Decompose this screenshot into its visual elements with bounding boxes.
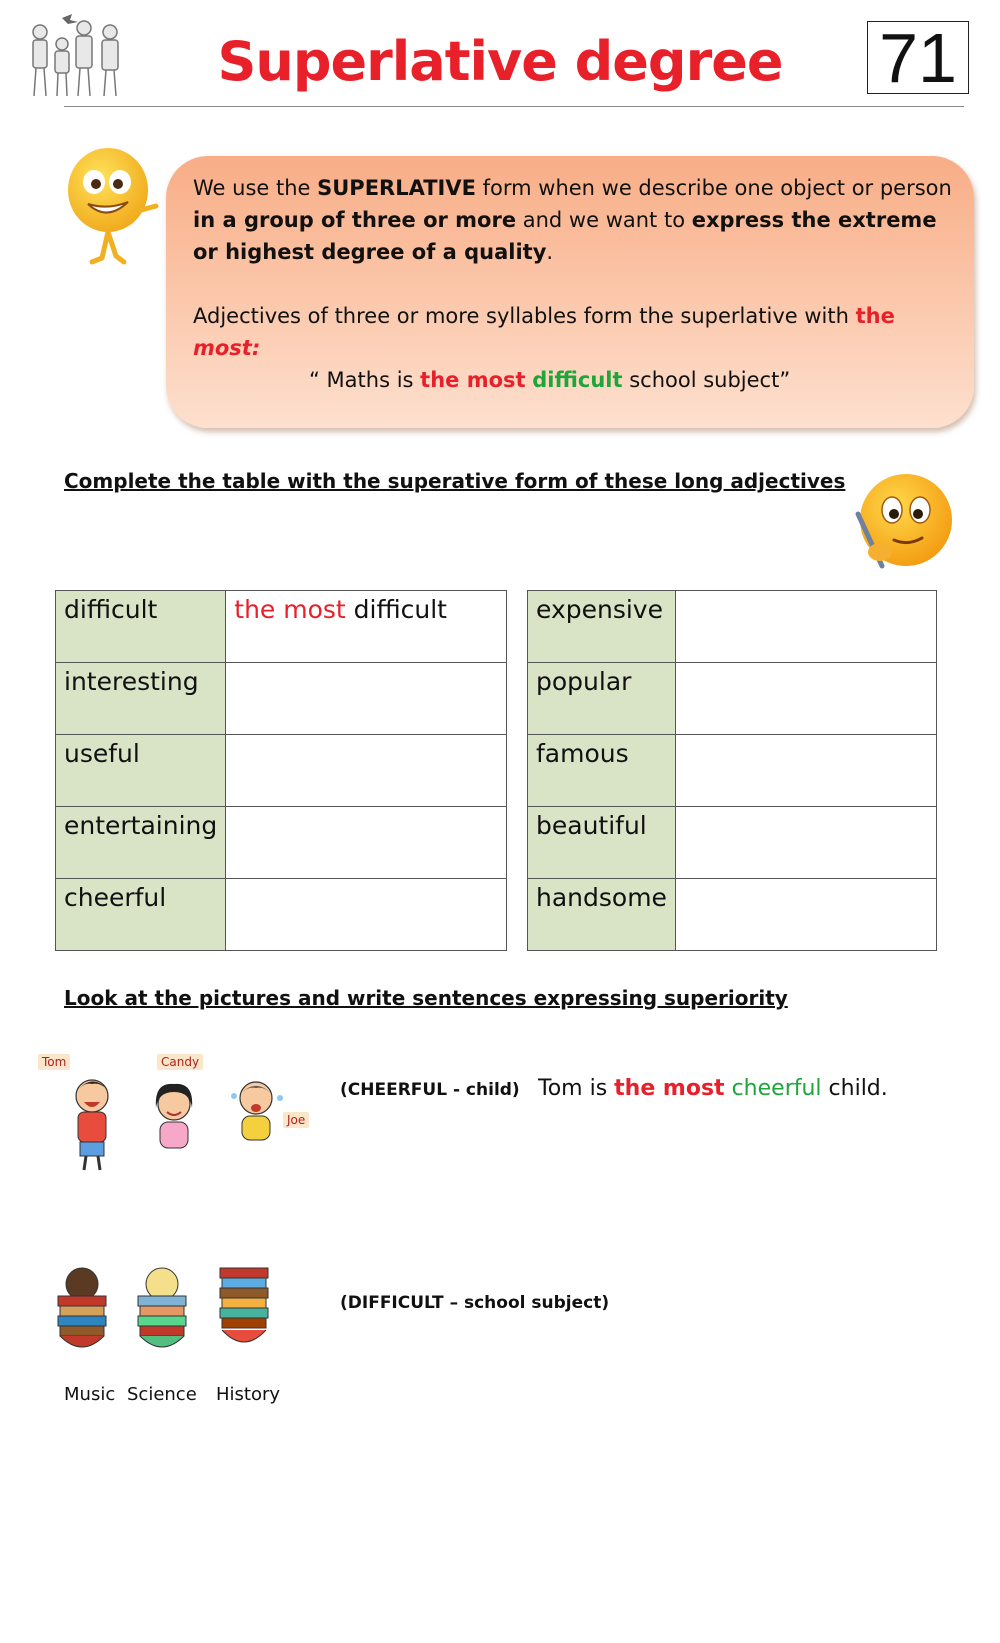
adjective-cell: difficult — [56, 591, 226, 663]
answer-cell[interactable] — [226, 735, 507, 807]
info-text-segment: . — [546, 240, 554, 264]
answer-adjective: cheerful — [731, 1076, 822, 1101]
table-row — [56, 807, 507, 879]
subject-label-music: Music — [64, 1384, 116, 1405]
answer-text: child. — [821, 1076, 888, 1101]
answer-the-most: the most — [234, 595, 346, 624]
adjective-cell: popular — [528, 663, 676, 735]
child-name-tag: Joe — [283, 1112, 309, 1128]
adjectives-table-left — [55, 590, 507, 951]
rule-the: the — [855, 304, 895, 328]
table-row — [528, 663, 937, 735]
adjective-cell: beautiful — [528, 807, 676, 879]
info-emphasis-group: in a group of three or more — [193, 208, 517, 232]
emoji-mascot-icon — [64, 146, 164, 276]
page-number: 71 — [867, 21, 969, 94]
table-row — [528, 735, 937, 807]
subject-label-science: Science — [127, 1384, 197, 1405]
task1-heading: Complete the table with the superative form of these long adjectives — [64, 469, 846, 493]
children-illustration — [34, 1056, 314, 1176]
page-title: Superlative degree — [217, 30, 783, 93]
answer-cell[interactable] — [676, 663, 937, 735]
info-paragraph-definition — [193, 172, 953, 268]
info-emphasis-degree: express the extreme or highest degree of a quality — [193, 208, 937, 264]
answer-the-most: the most — [614, 1076, 725, 1101]
book-kids-illustration — [50, 1262, 290, 1372]
rule-most: most: — [193, 336, 261, 360]
child-name-tag: Tom — [38, 1054, 70, 1070]
table-row — [528, 591, 937, 663]
answer-cell[interactable] — [676, 591, 937, 663]
example-adjective: difficult — [532, 368, 623, 392]
adjective-cell: handsome — [528, 879, 676, 951]
info-emphasis-superlative: SUPERLATIVE — [317, 176, 476, 200]
answer-cell[interactable] — [226, 591, 507, 663]
adjective-cell: expensive — [528, 591, 676, 663]
table-row — [56, 663, 507, 735]
table-row — [528, 807, 937, 879]
adjective-cell: entertaining — [56, 807, 226, 879]
answer-cell[interactable] — [226, 663, 507, 735]
answer-cell[interactable] — [676, 807, 937, 879]
info-paragraph-rule — [193, 300, 953, 364]
adjective-cell: useful — [56, 735, 226, 807]
adjectives-table-right — [527, 590, 937, 951]
adjective-cell: cheerful — [56, 879, 226, 951]
example-text: school subject” — [622, 368, 791, 392]
answer-cell[interactable] — [226, 807, 507, 879]
example-the-most: the most — [420, 368, 526, 392]
task2-heading: Look at the pictures and write sentences expressing superiority — [64, 986, 788, 1010]
answer-cell[interactable] — [676, 735, 937, 807]
item2-prompt: (DIFFICULT – school subject) — [340, 1293, 610, 1313]
info-text-segment: and we want to — [516, 208, 692, 232]
item1-prompt: (CHEERFUL - child) — [340, 1080, 520, 1100]
table-row — [56, 591, 507, 663]
subject-label-history: History — [216, 1384, 281, 1405]
info-text-segment: Adjectives of three or more syllables form the superlative with — [193, 304, 856, 328]
info-text-segment: We use the — [193, 176, 318, 200]
info-example — [193, 364, 953, 396]
child-name-tag: Candy — [157, 1054, 203, 1070]
table-row — [56, 735, 507, 807]
answer-cell[interactable] — [676, 879, 937, 951]
item1-answer[interactable] — [538, 1076, 888, 1101]
info-text-segment: form when we describe one object or person — [475, 176, 952, 200]
thinking-emoji-icon — [848, 470, 958, 580]
adjective-cell: famous — [528, 735, 676, 807]
answer-text: Tom is — [538, 1076, 615, 1101]
info-text — [193, 172, 953, 396]
example-text: “ Maths is — [309, 368, 421, 392]
table-row — [528, 879, 937, 951]
answer-cell[interactable] — [226, 879, 507, 951]
answer-adjective: difficult — [345, 595, 447, 624]
adjective-cell: interesting — [56, 663, 226, 735]
table-row — [56, 879, 507, 951]
title-divider — [64, 106, 964, 107]
